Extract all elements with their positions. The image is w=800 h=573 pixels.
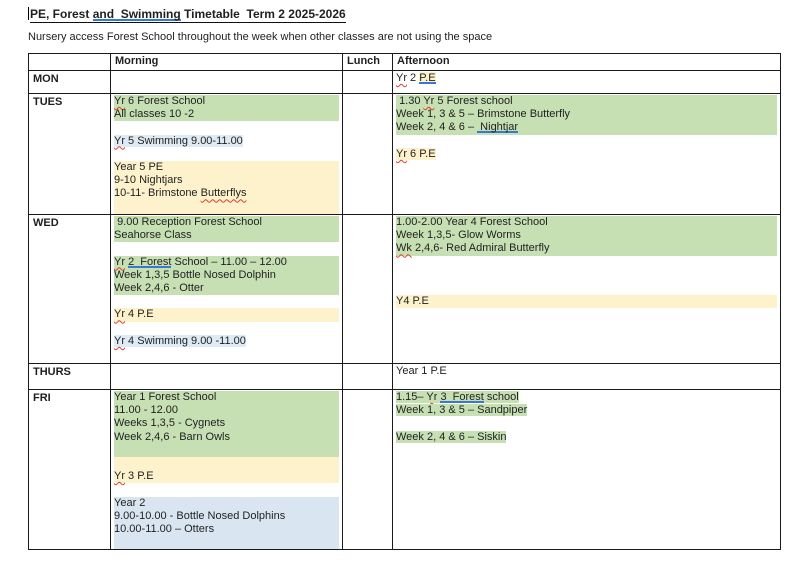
text-run: School – 11.00 – 12.00	[171, 255, 287, 268]
paragraph	[396, 242, 777, 255]
paragraph	[114, 269, 339, 282]
text-run: 9.00 Reception Forest School	[114, 216, 262, 228]
text-run: 10.00-11.00 – Otters	[114, 522, 215, 535]
cell-fri-morning	[111, 390, 343, 550]
paragraph	[114, 229, 339, 242]
text-run: 9.00-10.00 - Bottle Nosed Dolphins	[114, 509, 286, 522]
cell-thurs-lunch	[343, 364, 393, 390]
paragraph	[396, 269, 777, 282]
paragraph	[114, 457, 339, 470]
text-run: Yr	[426, 391, 438, 403]
cell-thurs-afternoon	[393, 364, 781, 390]
paragraph	[114, 444, 339, 457]
paragraph	[396, 135, 777, 148]
paragraph	[114, 121, 339, 134]
text-run: 10-11- Brimstone	[114, 187, 201, 200]
document-title-text	[30, 7, 346, 23]
paragraph	[114, 404, 339, 417]
document-subtitle: Nursery access Forest School throughout the week when other classes are not using the space	[28, 31, 493, 43]
timetable-row-wed	[29, 215, 781, 364]
paragraph	[114, 242, 339, 255]
text-run: Week 1, 3 & 5 – Sandpiper	[396, 404, 528, 417]
cell-thurs-morning	[111, 364, 343, 390]
paragraph	[114, 295, 339, 308]
text-run: All classes 10 -2	[114, 108, 195, 121]
day-label-fri: FRI	[29, 390, 111, 550]
paragraph	[396, 216, 777, 229]
paragraph	[114, 335, 339, 348]
text-run: Year 1 Forest School	[114, 391, 217, 403]
paragraph	[396, 417, 777, 430]
day-label-mon: MON	[29, 71, 111, 94]
paragraph	[114, 174, 339, 187]
text-run: Week 1,3,5 Bottle Nosed Dolphin	[114, 268, 276, 281]
text-run: 3 Forest	[440, 391, 484, 403]
document-title	[28, 7, 346, 21]
cell-tues-lunch	[343, 94, 393, 215]
header-lunch: Lunch	[343, 54, 393, 71]
paragraph	[396, 72, 777, 85]
paragraph	[114, 201, 339, 214]
text-run: 1.00-2.00 Year 4 Forest School	[396, 216, 548, 228]
text-run: Yr	[396, 147, 407, 160]
text-run: 2,4,6- Red Admiral Butterfly	[411, 242, 550, 255]
text-run: 2 Forest	[128, 255, 172, 268]
text-run: 6 P.E	[407, 147, 436, 160]
text-run: P.E	[419, 72, 436, 84]
text-run: Yr	[114, 95, 125, 107]
paragraph	[396, 148, 777, 161]
text-run: 4 Swimming 9.00 -11.00	[125, 334, 246, 347]
text-run: Yr	[114, 255, 125, 268]
paragraph	[396, 431, 777, 444]
paragraph	[396, 95, 777, 108]
text-run: 5 Swimming 9.00-11.00	[125, 134, 243, 147]
cell-wed-lunch	[343, 215, 393, 364]
day-label-tues: TUES	[29, 94, 111, 215]
cell-wed-afternoon	[393, 215, 781, 364]
text-run: 6 Forest School	[125, 95, 206, 107]
text-run: Yr	[114, 334, 125, 347]
cell-mon-afternoon	[393, 71, 781, 94]
text-run: 2	[407, 72, 420, 84]
text-run: Timetable Term 2 2025-2026	[180, 7, 346, 21]
text-run: Week 1, 3 & 5 – Brimstone Butterfly	[396, 108, 571, 121]
paragraph	[114, 470, 339, 483]
paragraph	[396, 391, 777, 404]
timetable-row-tues	[29, 94, 781, 215]
paragraph	[114, 135, 339, 148]
paragraph	[114, 308, 339, 321]
paragraph	[396, 121, 777, 134]
header-afternoon: Afternoon	[393, 54, 781, 71]
cell-wed-morning	[111, 215, 343, 364]
paragraph	[114, 161, 339, 174]
cell-tues-afternoon	[393, 94, 781, 215]
paragraph	[114, 216, 339, 229]
paragraph	[396, 256, 777, 269]
text-run: 4 P.E	[125, 308, 154, 321]
text-run: PE, Forest	[30, 7, 93, 21]
text-run: Wk	[396, 242, 412, 255]
text-run: Year 5 PE	[114, 160, 164, 173]
paragraph	[114, 510, 339, 523]
day-label-wed: WED	[29, 215, 111, 364]
paragraph	[114, 282, 339, 295]
text-run: Yr	[396, 72, 407, 84]
cell-tues-morning	[111, 94, 343, 215]
paragraph	[396, 229, 777, 242]
timetable-row-mon	[29, 71, 781, 94]
text-run: Week 2,4,6 - Barn Owls	[114, 430, 230, 443]
text-run: Week 2, 4 & 6 – Siskin	[396, 430, 507, 443]
text-run: 3 P.E	[125, 470, 154, 483]
header-day	[29, 54, 111, 71]
cell-mon-morning	[111, 71, 343, 94]
text-run: 5 Forest school	[434, 95, 513, 107]
paragraph	[114, 536, 339, 549]
text-run: Week 1,3,5- Glow Worms	[396, 229, 521, 242]
text-run: 1.30	[396, 95, 424, 107]
text-run: Year 1 P.E	[396, 365, 447, 377]
text-run: Yr	[114, 470, 125, 483]
day-label-thurs: THURS	[29, 364, 111, 390]
paragraph	[396, 108, 777, 121]
text-run: Nightjar	[477, 121, 519, 134]
text-run: 11.00 - 12.00	[114, 404, 179, 417]
text-run: Seahorse Class	[114, 229, 192, 242]
paragraph	[114, 497, 339, 510]
timetable	[28, 53, 781, 550]
timetable-body	[29, 71, 781, 550]
text-run: school	[483, 391, 519, 403]
text-run: 9-10 Nightjars	[114, 174, 183, 187]
paragraph	[114, 187, 339, 200]
timetable-row-fri	[29, 390, 781, 550]
cell-fri-afternoon	[393, 390, 781, 550]
paragraph	[396, 365, 777, 378]
text-run: Y4 P.E	[396, 295, 429, 308]
header-morning: Morning	[111, 54, 343, 71]
text-run: Yr	[114, 308, 125, 321]
cell-mon-lunch	[343, 71, 393, 94]
text-run: 1.15–	[396, 391, 427, 403]
text-cursor	[28, 7, 29, 20]
paragraph	[114, 391, 339, 404]
paragraph	[114, 256, 339, 269]
paragraph	[114, 322, 339, 335]
text-run: Butterflys	[200, 187, 247, 200]
text-run: Yr	[423, 95, 435, 107]
paragraph	[114, 95, 339, 108]
paragraph	[396, 404, 777, 417]
paragraph	[114, 431, 339, 444]
text-run: Yr	[114, 134, 125, 147]
paragraph	[114, 148, 339, 161]
timetable-header-row	[29, 54, 781, 71]
cell-fri-lunch	[343, 390, 393, 550]
paragraph	[396, 282, 777, 295]
text-run: Week 2,4,6 - Otter	[114, 282, 204, 294]
paragraph	[114, 417, 339, 430]
paragraph	[114, 108, 339, 121]
paragraph	[396, 295, 777, 308]
text-run: and Swimming	[92, 7, 181, 21]
text-run: Week 2, 4 & 6 –	[396, 121, 478, 134]
paragraph	[114, 483, 339, 496]
text-run: Weeks 1,3,5 - Cygnets	[114, 417, 226, 430]
paragraph	[114, 523, 339, 536]
text-run: Year 2	[114, 496, 146, 509]
timetable-row-thurs	[29, 364, 781, 390]
